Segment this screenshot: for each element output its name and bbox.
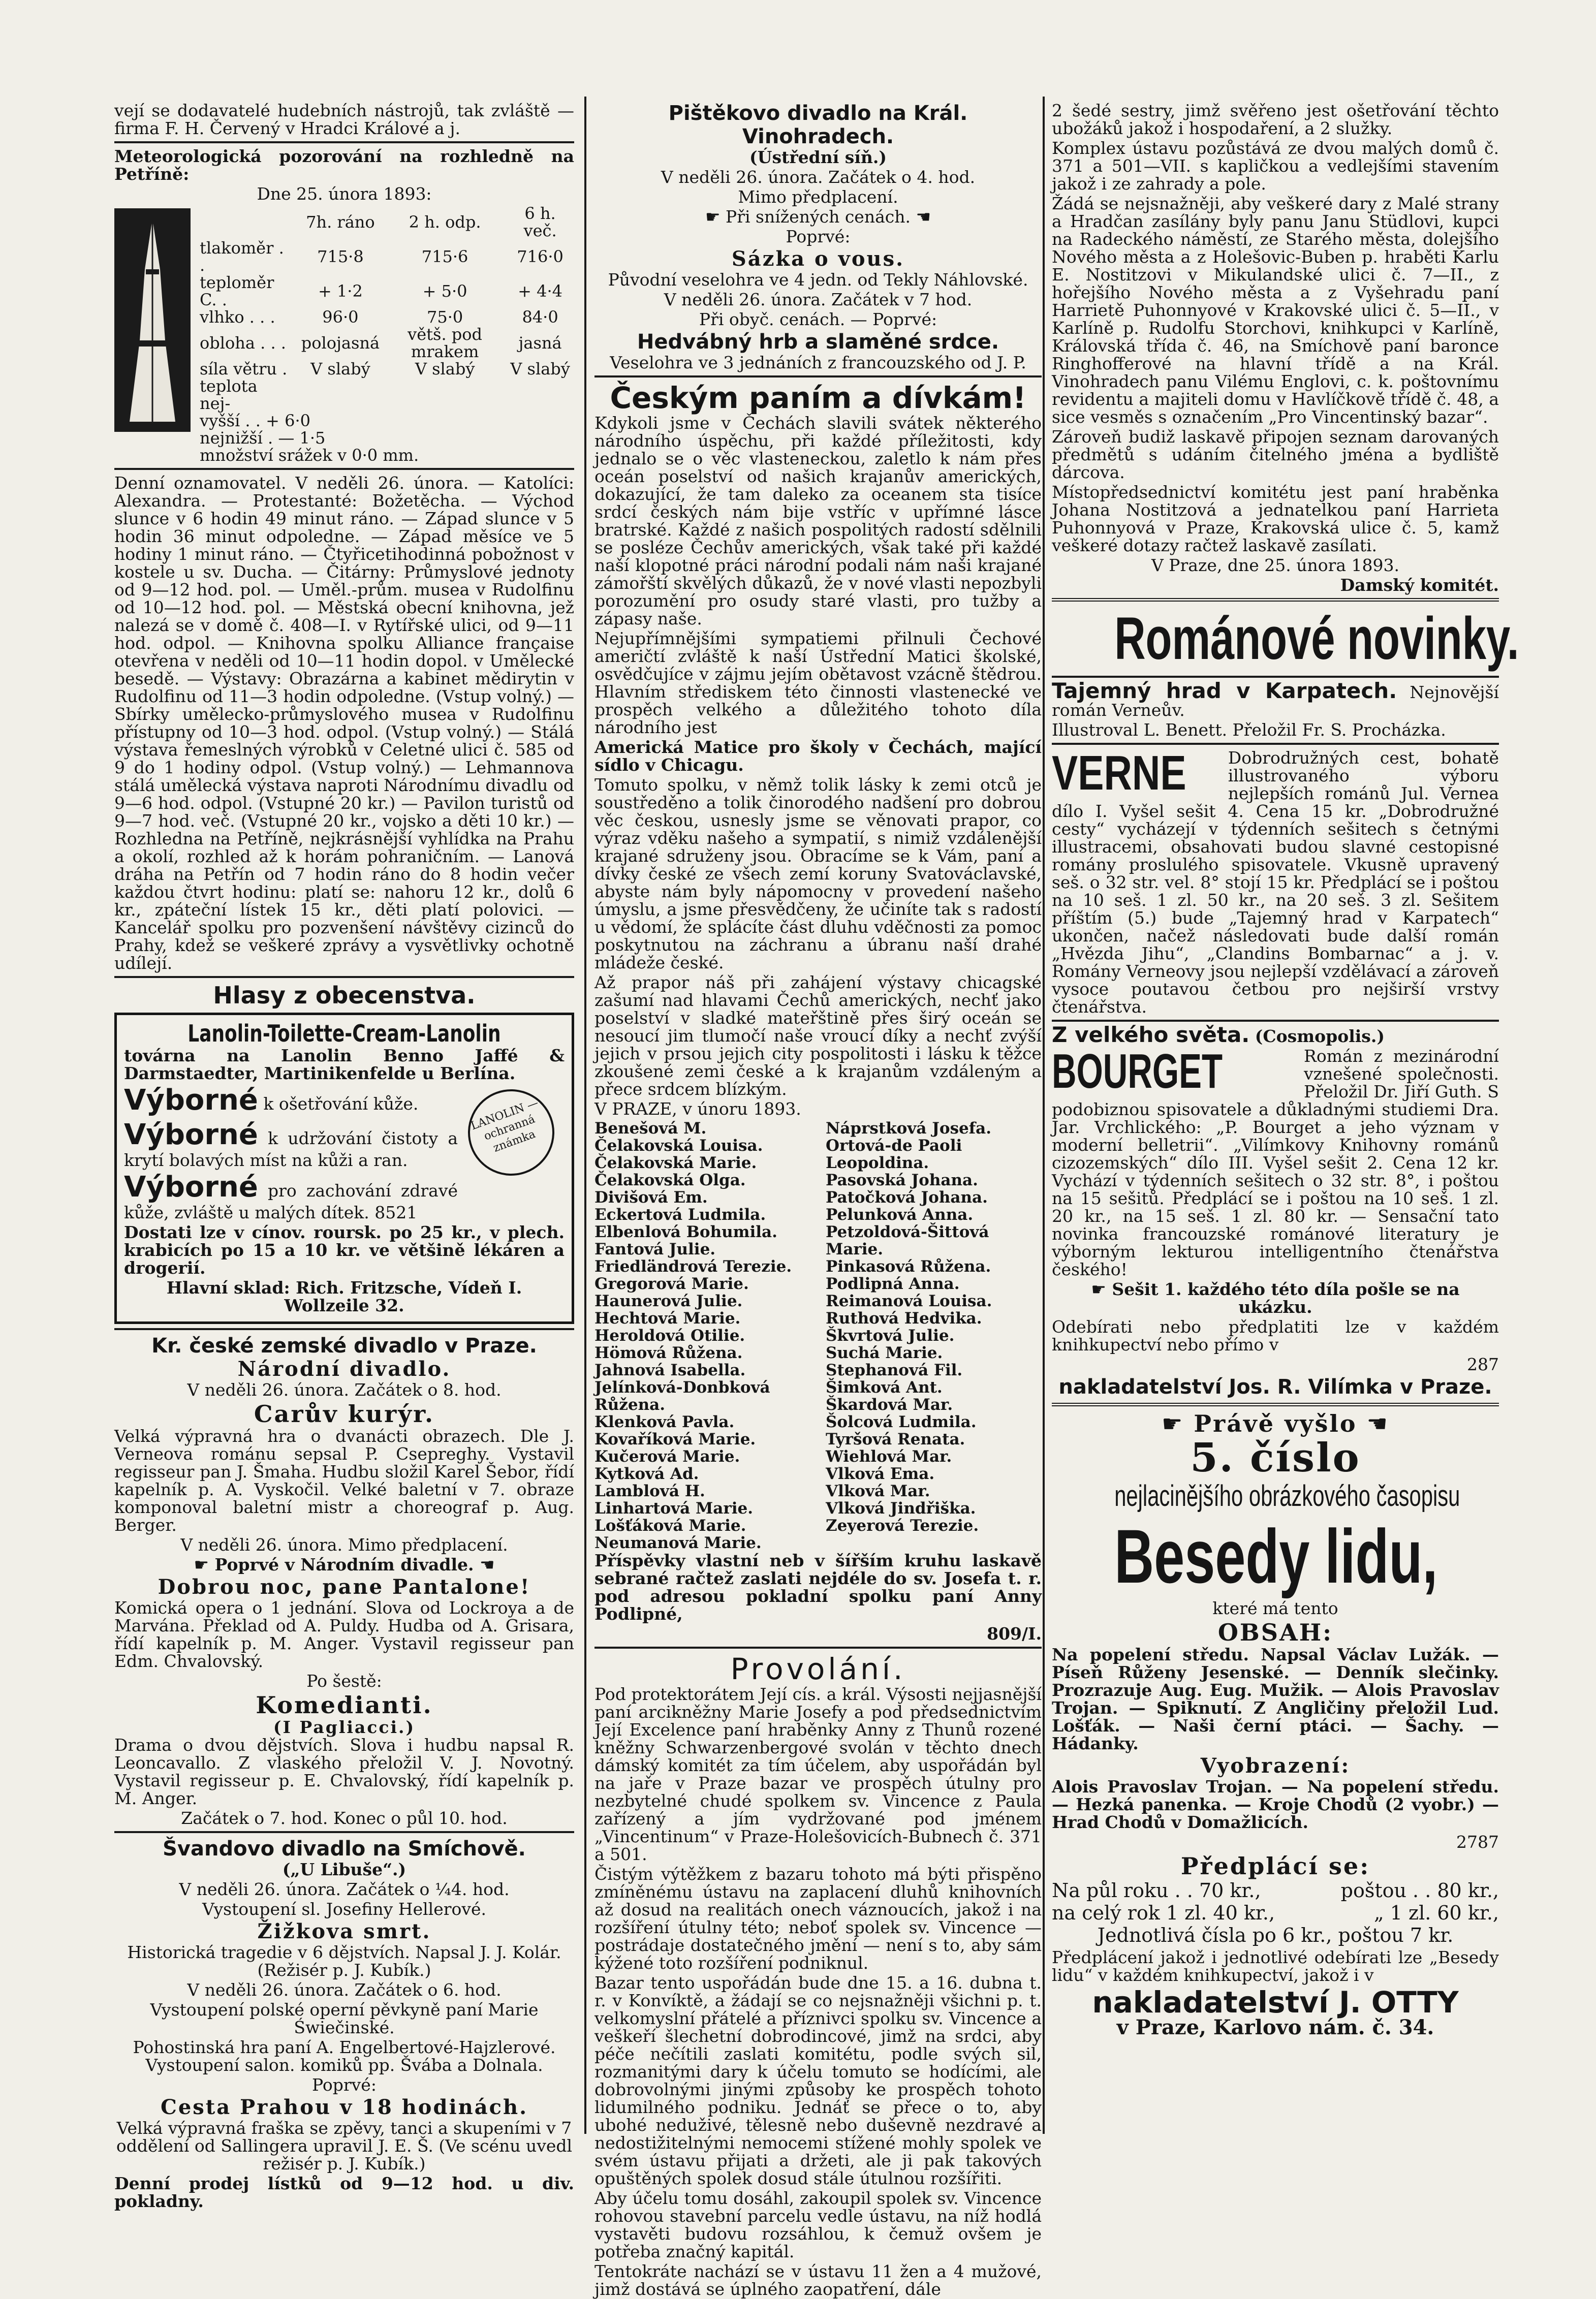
svandovo-sale: Denní prodej lístků od 9—12 hod. u div. pokladny. bbox=[114, 2174, 574, 2211]
top-text-3: Žádá se nejsnažněji, aby veškeré dary z Malé strany a Hradčan zasílány byly panu Janu Stüdlovi, kupci na Radeckého náměstí, ze Starého města, dolejšího Nového města a z Holešovic-Buben p. hraběti Karlu E. Nostitzovi v Mikulandské ulici č. 7—II., z hořejšího Nového města a z Vyšehradu paní Harrietě Puhonnyové v Krakovské ulici č. 5—II., v Karlíně p. Rudolfu Storchovi, knihkupci v Karlíně, Královská třída č. 46, na Smíchově paní baronce Ringhofferové na hlavní třídě a na Král. Vinohradech panu Vilému Englovi, c. k. poštovnímu revidentu a majiteli domu v Havlíčkově třídě č. 48, a sice vesměs s označením „Pro Vincentinský bazar“. bbox=[1052, 194, 1499, 427]
narodni-desc1: Velká výpravná hra o dvanácti obrazech. Dle J. Verneova románu sepsal P. Csepreghy. Vystavil regisseur pan J. Šmaha. Hudbu složil Karel Šebor, řídí kapelník p. A. Vyskočil. Velké baletní v 7. obraze komponoval baletní mistr a choreograf p. Aug. Berger. bbox=[114, 1426, 574, 1535]
column-rule-left bbox=[584, 97, 586, 2134]
met-cell: 75·0 bbox=[426, 307, 463, 327]
met-cell: 716·0 bbox=[517, 247, 564, 266]
narodni-play1: Carův kurýr. bbox=[254, 1400, 435, 1428]
signatory-name: Hechtová Marie. bbox=[594, 1309, 741, 1328]
cesk-title: Českým paním a dívkám! bbox=[610, 381, 1026, 415]
obsah-text: Na popelení středu. Napsal Václav Lužák. — Píseň Růženy Jesenské. — Denník slečinky. Prozrazuje Aug. Eug. Mužik. — Alois Pravoslav Trojan. — Spiknutí. Z Angličiny přeložil Lud. Lošťák. — Naši černí ptáci. — Šachy. — Hádanky. bbox=[1052, 1645, 1499, 1753]
cesk-p4: Až prapor náš při zahájení výstavy chicagské zašumí nad hlavami Čechů amerických, nechť jako poselství v sladké mateřštině přes širý oceán se nesoucí jim tlumočí naše vroucí díky a nechť zvýší jejich v prsou jejich city pospolitosti i lásku k těžce zkoušené zemi české a k krajanům vzdáleným a přece srdcem blízkým. bbox=[594, 972, 1042, 1099]
met-cell: + 1·2 bbox=[318, 281, 363, 301]
price-cell: na celý rok 1 zl. 40 kr., bbox=[1052, 1902, 1275, 1924]
pistek-l2: Při snížených cenách. bbox=[726, 207, 911, 227]
svandovo-desc2b: Pohostinská hra paní A. Engelbertové-Hajzlerové. Vystoupení salon. komiků pp. Švába a Dolnala. bbox=[133, 2037, 556, 2075]
signatory-name: Čelakovská Marie. bbox=[594, 1154, 757, 1172]
met-cell: vlhko . . . bbox=[200, 307, 275, 327]
narodni-desc2: Komická opera o 1 jednání. Slova od Lockroya a de Marvána. Překlad od A. Puldy. Hudba od A. Grisara, řídí kapelník p. M. Anger. Vystavil regisseur pan Edm. Chvalovský. bbox=[114, 1598, 574, 1671]
signatory-name: Petzoldová-Šittová Marie. bbox=[826, 1223, 989, 1258]
signatory-name: Vlková Ema. bbox=[826, 1465, 935, 1483]
signatory-name: Patočková Johana. bbox=[826, 1188, 988, 1207]
narodni-play2: Dobrou noc, pane Pantalone! bbox=[158, 1575, 531, 1599]
velk-text: Román z mezinárodní vznešené společnosti. Přeložil Dr. Jiří Guth. S podobiznou spisovatele a důkladnými studiemi Dra. Jar. Vrchlického: „P. Bourget a jeho význam v moderní belletrii“. „Vilímkovy Knihovny románů cizozemských“ dílo III. Vyšel sešit 2. Cena 12 kr. Vychází v týdenních sešitech o 32 str. 8°, i poštou na 15 sešitů. Předplácí se i poštou na 10 seš. 1 zl. 20 kr., na 15 seš. 1 zl. 80 kr. — Sensační tato novinka francouzské románové literatury je výborným lekturou intelligentního čtenářstva českého! bbox=[1052, 1046, 1499, 1279]
svandovo-title: Švandovo divadlo na Smíchově. bbox=[163, 1837, 526, 1861]
met-head-2: 2 h. odp. bbox=[409, 212, 481, 232]
met-cell: V slabý bbox=[310, 359, 370, 379]
lanolin-code: 8521 bbox=[374, 1203, 418, 1222]
top-text-2: Komplex ústavu pozůstává ze dvou malých domů č. 371 a 501—VII. s kapličkou a vedlejšími stavením jakož i ze zahrady a pole. bbox=[1052, 138, 1499, 194]
met-cell: + 5·0 bbox=[422, 281, 467, 301]
signatory-name: Kučerová Marie. bbox=[594, 1447, 740, 1466]
meteorology-section bbox=[114, 147, 574, 464]
signatory-name: Tyršová Renata. bbox=[826, 1430, 965, 1448]
cesk-date: V PRAZE, v únoru 1893. bbox=[594, 1099, 801, 1119]
met-head-3: 6 h. več. bbox=[523, 204, 557, 240]
signatory-name: Lamblová H. bbox=[594, 1482, 705, 1500]
svandovo-desc1: Historická tragedie v 6 dějstvích. Napsal J. J. Kolár. (Režisér p. J. Kubík.) bbox=[127, 1942, 561, 1980]
met-cell: 96·0 bbox=[322, 307, 359, 327]
met-head-1: 7h. ráno bbox=[306, 212, 375, 232]
pointing-hand-icon: ☛ bbox=[194, 1555, 215, 1574]
signatory-name: Čelakovská Olga. bbox=[594, 1171, 746, 1189]
price-cell: „ 1 zl. 60 kr., bbox=[1374, 1902, 1499, 1924]
signatory-name: Neumanová Marie. bbox=[594, 1534, 762, 1552]
pointing-hand-icon: ☚ bbox=[474, 1555, 495, 1574]
svandovo-poprve: Poprvé: bbox=[312, 2075, 377, 2095]
signatory-name: Heroldová Otilie. bbox=[594, 1327, 745, 1345]
svandovo-play1: Žižkova smrt. bbox=[257, 1919, 431, 1943]
met-head-0 bbox=[196, 205, 297, 239]
top-text-1: 2 šedé sestry, jimž svěřeno jest ošetřování těchto ubožáků jakož i hospodaření, a 2 služky. bbox=[1052, 101, 1499, 138]
velk-title: Z velkého světa. bbox=[1052, 1022, 1250, 1047]
met-table bbox=[196, 205, 574, 464]
pointing-hand-icon: ☛ bbox=[1162, 1410, 1194, 1437]
narodni-desc3: Drama o dvou dějstvích. Slova i hudbu napsal R. Leoncavallo. Z vlaského přeložil V. J. Novotný. Vystavil regisseur p. E. Chvalovský, řídí kapelník p. M. Anger. bbox=[114, 1735, 574, 1808]
lanolin-price: Dostati lze v cínov. roursk. po 25 kr., v plech. krabicích po 15 a 10 kr. ve většině lékáren a drogerií. bbox=[124, 1222, 565, 1278]
signatory-name: Šolcová Ludmila. bbox=[826, 1413, 977, 1431]
column-right bbox=[1052, 101, 1519, 2124]
signatory-name: Ruthová Hedvika. bbox=[826, 1309, 982, 1328]
met-cell: tlakoměr . . bbox=[200, 238, 284, 275]
lanolin-t1: k ošetřování kůže. bbox=[263, 1094, 419, 1114]
signatory-name: Haunerová Julie. bbox=[594, 1292, 743, 1310]
top-sign: Damský komitét. bbox=[1340, 575, 1499, 595]
signatory-name: Ortová-de Paoli Leopoldina. bbox=[826, 1137, 962, 1172]
met-cell: + 4·4 bbox=[518, 281, 562, 301]
intro-text: vejí se dodavatelé hudebních nástrojů, tak zvláště — firma F. H. Červený v Hradci Králové a j. bbox=[114, 101, 574, 138]
pistek-desc1: Původní veselohra ve 4 jedn. od Tekly Náhlovské. bbox=[608, 270, 1028, 290]
met-date: Dne 25. února 1893: bbox=[257, 184, 432, 204]
petrin-tower-icon bbox=[114, 208, 191, 432]
bourget-logo: BOURGET bbox=[1052, 1044, 1223, 1098]
met-cell: větš. pod mrakem bbox=[408, 325, 483, 361]
signatory-name: Divišová Em. bbox=[594, 1188, 708, 1207]
signatory-name: Hömová Růžena. bbox=[594, 1344, 743, 1362]
code-2787: 2787 bbox=[1456, 1832, 1499, 1852]
cislo-heading: 5. číslo bbox=[1190, 1435, 1361, 1481]
lanolin-t3: pro zachování zdravé kůže, zvláště u malých dítek. bbox=[124, 1181, 458, 1222]
pistek-when2: V neděli 26. února. Začátek v 7 hod. bbox=[664, 290, 973, 309]
pointing-hand-icon: ☛ bbox=[705, 207, 726, 227]
met-cell: teploměr C. . bbox=[200, 273, 274, 309]
lanolin-maker: továrna na Lanolin Benno Jaffé & Darmstaedter, Martinikenfelde u Berlína. bbox=[124, 1046, 565, 1083]
signatory-name: Šimková Ant. bbox=[826, 1378, 943, 1397]
verne-logo: VERNE bbox=[1052, 746, 1186, 800]
vyobr-heading: Vyobrazení: bbox=[1200, 1754, 1351, 1778]
met-cell: V slabý bbox=[510, 359, 570, 379]
met-cell: 84·0 bbox=[522, 307, 558, 327]
signatory-name: Vlková Mar. bbox=[826, 1482, 930, 1500]
lanolin-depot: Hlavní sklad: Rich. Fritzsche, Vídeň I. Wollzeile 32. bbox=[166, 1278, 522, 1315]
svandovo-when1: V neděli 26. února. Začátek o ¼4. hod. bbox=[179, 1879, 510, 1899]
signatory-name: Zeyerová Terezie. bbox=[826, 1517, 979, 1535]
signatory-name: Kytková Ad. bbox=[594, 1465, 699, 1483]
code-287: 287 bbox=[1467, 1355, 1499, 1374]
ktere-text: které má tento bbox=[1212, 1598, 1338, 1618]
met-rain: množství srážek v 0·0 mm. bbox=[200, 446, 419, 465]
signatory-name: Klenková Pavla. bbox=[594, 1413, 735, 1431]
lanolin-title: Lanolin-Toilette-Cream-Lanolin bbox=[187, 1020, 501, 1047]
signatory-name: Gregorová Marie. bbox=[594, 1275, 749, 1293]
signatory-name: Linhartová Marie. bbox=[594, 1499, 753, 1518]
price-cell: poštou . . 80 kr., bbox=[1340, 1879, 1499, 1902]
otty-addr: v Praze, Karlovo nám. č. 34. bbox=[1116, 2015, 1434, 2039]
cesk-p2b: Americká Matice pro školy v Čechách, mající sídlo v Chicagu. bbox=[594, 737, 1042, 775]
hrad-title: Tajemný hrad v Karpatech. bbox=[1052, 678, 1397, 703]
cesk-code: 809/I. bbox=[987, 1624, 1042, 1644]
signatory-name: Škvrtová Julie. bbox=[826, 1327, 955, 1345]
svandovo-desc2a: Vystoupení polské operní pěvkyně paní Marie Świečinské. bbox=[150, 2000, 539, 2037]
signatory-name: Pasovská Johana. bbox=[826, 1171, 978, 1189]
besedy-heading: Besedy lidu, bbox=[1114, 1514, 1438, 1599]
cesk-p2: Nejupřímnějšími sympatiemi přilnuli Čechové američtí zvláště k naší Ústřední Matici školské, osvědčujíce v zájmu jejím obětavost vzácně štědrou. Hlavním střediskem této činnosti vlastenecké ve prospěch velkého a důležitého tohoto díla národního jest bbox=[594, 628, 1042, 737]
signatory-name: Náprstková Josefa. bbox=[826, 1119, 991, 1138]
obsah-heading: OBSAH: bbox=[1217, 1619, 1333, 1646]
pistek-title: Pištěkovo divadlo na Král. Vinohradech. bbox=[668, 102, 968, 148]
narodni-sub3: (I Pagliacci.) bbox=[273, 1717, 416, 1737]
met-cell: síla větru . bbox=[200, 359, 288, 379]
signatory-name: Eckertová Ludmila. bbox=[594, 1206, 766, 1224]
met-cell: obloha . . . bbox=[200, 333, 286, 353]
top-date: V Praze, dne 25. února 1893. bbox=[1151, 555, 1400, 575]
svandovo-play2: Cesta Prahou v 18 hodinách. bbox=[160, 2095, 528, 2119]
predp-heading: Předplácí se: bbox=[1180, 1852, 1370, 1880]
prov-p4: Aby účelu tomu dosáhl, zakoupil spolek sv. Vincence rohovou stavební parcelu vedle ústavu, na níž hodlá vystavěti budovu rozsáhlou, k čemuž ovšem je potřeba značný kapitál. bbox=[594, 2188, 1042, 2261]
cesk-note: Příspěvky vlastní neb v šířším kruhu laskavě sebrané račtež zaslati nejdéle do sv. Josefa t. r. pod adresou pokladní spolku paní Anny Podlipné, bbox=[594, 1551, 1042, 1624]
met-cell: V slabý bbox=[415, 359, 475, 379]
column-left bbox=[114, 101, 574, 2211]
pistek-play2: Hedvábný hrb a slaměné srdce. bbox=[637, 330, 999, 354]
signatory-name: Kovaříková Marie. bbox=[594, 1430, 756, 1448]
hrad-side: Nejnovější román Verneův. bbox=[1052, 682, 1499, 720]
svandovo-sub: („U Libuše“.) bbox=[282, 1860, 406, 1879]
met-cell: 715·8 bbox=[317, 247, 364, 266]
pistek-l1: Mimo předplacení. bbox=[738, 187, 898, 207]
signatory-name: Reimanová Louisa. bbox=[826, 1292, 992, 1310]
met-title: Meteorologická pozorování na rozhledně na Petříně: bbox=[114, 146, 574, 184]
met-cell: jasná bbox=[518, 333, 562, 353]
pistek-sub: (Ústřední síň.) bbox=[749, 147, 887, 167]
lanolin-ad bbox=[114, 1013, 574, 1324]
pistek-l3: Poprvé: bbox=[786, 227, 851, 246]
narodni-sub: Národní divadlo. bbox=[237, 1357, 451, 1381]
narodni-when1: V neděli 26. února. Začátek o 8. hod. bbox=[187, 1380, 502, 1400]
signatory-name: Fantová Julie. bbox=[594, 1240, 716, 1258]
svandovo-guest: Vystoupení sl. Josefiny Hellerové. bbox=[202, 1899, 487, 1919]
top-text-5: Místopředsednictví komitétu jest paní hraběnka Johana Nostitzová a jednatelkou paní Harrieta Puhonnyová v Praze, Krakovská ulice č. 5, kamž veškeré dotazy račtež laskavě zasílati. bbox=[1052, 482, 1499, 555]
pointing-hand-icon: ☚ bbox=[910, 207, 931, 227]
signatory-name: Suchá Marie. bbox=[826, 1344, 943, 1362]
prov-p3: Bazar tento uspořádán bude dne 15. a 16. dubna t. r. v Konvíktě, a žádají se co nejsnažněji všichni p. t. velkomyslní přátelé a příznivci spolku sv. Vincence a veškeří šlechetní dobrodincové, jimž na srdci, aby péče nečítili zaslati komitétu, podle svých sil, rozmanitými dary k účelu tomuto se hodícími, ale dobrovolnými jinými způsoby ke prospěch tohoto lidumilného podniku. Jednáť se přece o to, aby ubohé neduživé, tělesně nebo duševně nezdravé a nedostižitelnými nemocemi stížené mohly spolek ve svém ústavu přijati a držeti, ale ji pak takových opuštěných spolek dosud stále útulnou rozšířiti. bbox=[594, 1973, 1042, 2188]
hlasy-heading: Hlasy z obecenstva. bbox=[213, 982, 476, 1009]
vilimek-name: nakladatelství Jos. R. Vilímka v Praze. bbox=[1058, 1375, 1492, 1399]
prov-title: Provolání. bbox=[730, 1652, 906, 1686]
signatory-name: Pelunková Anna. bbox=[826, 1206, 974, 1224]
signatory-name: Pinkasová Růžena. bbox=[826, 1257, 991, 1276]
signatory-name: Jahnová Isabella. bbox=[594, 1361, 746, 1379]
cesk-p3: Tomuto spolku, v němž tolik lásky k zemi otců je soustředěno a tolik činorodého nadšení pro dobrou věc českou, usnesly jsme se věnovati prapor, co výraz vděku našeho a sympatií, s nimiž vzdálenější krajané sdruženy jsou. Obracíme se k Vám, paní a dívky české ze všech zemí koruny Svatováclavské, abyste nám byly nápomocny v provedení našeho úmyslu, a jsme přesvědčeny, že učiníte tak s radostí u vědomí, že splácíte část dluhu vděčnosti za pomoc poskytnutou na záchranu a úbranu naší drahé mládeže české. bbox=[594, 775, 1042, 972]
signatory-name: Lošťáková Marie. bbox=[594, 1517, 746, 1535]
prov-p1: Pod protektorátem Její cís. a král. Výsosti nejjasnější paní arcikněžny Marie Josefy a pod předsednictvím Její Excelence paní hraběnky Anny z Thunů rozené kněžny Schwarzenbergové svolán v těchto dnech dámský komitét za tím účelem, aby uspořádán byl na jaře v Praze bazar ve prospěch útulny pro nezbytelné chudé spolkem sv. Vincence z Paula zařízený a jím vydržované pod jménem „Vincentinum“ v Praze-Holešovicích-Bubnech č. 371 a 501. bbox=[594, 1684, 1042, 1864]
neje-text: nejlacinějšího obrázkového časopisu bbox=[1114, 1479, 1460, 1513]
signatory-name: Čelakovská Louisa. bbox=[594, 1137, 763, 1155]
vyobr-text: Alois Pravoslav Trojan. — Na popelení středu. — Hezká panenka. — Kroje Chodů (2 vyobr.) — Hrad Chodů v Domažlicích. bbox=[1052, 1777, 1499, 1832]
narodni-title: Kr. české zemské divadlo v Praze. bbox=[151, 1334, 537, 1358]
signatory-name: Elbenlová Bohumila. bbox=[594, 1223, 777, 1241]
pistek-play1: Sázka o vous. bbox=[731, 247, 905, 271]
velk-cosmo: (Cosmopolis.) bbox=[1255, 1026, 1385, 1046]
narodni-time3: Začátek o 7. hod. Konec o půl 10. hod. bbox=[181, 1808, 508, 1828]
signatory-name: Friedländrová Terezie. bbox=[594, 1257, 792, 1276]
svandovo-desc2c: Velká výpravná fraška se zpěvy, tanci a skupeními v 7 oddělení od Sallingera upravil J. E. Š. (Ve scénu uvedl režisér p. J. Kubík.) bbox=[116, 2118, 573, 2174]
cesk-p1: Kdykoli jsme v Čechách slavili svátek některého národního úspěchu, při každé příležitosti, kdy jednalo se o věc vlasteneckou, zaletlo k nám přes oceán poselství od našich krajanův amerických, dokazující, že tam daleko za oceanem sta tisíce srdcí českých nám bije vstříc v upřímné lásce bratrské. Každé z našich pospolitých radostí sdělnili se posléze Čechův amerických, však také při každé naší klopotné práci národní podali nám naši krajané zámořští skvělých důkazů, že v nové vlasti nepozbyli porozumění pro osudy staré vlasti, pro tužby a zápasy naše. bbox=[594, 413, 1042, 628]
met-min: nejnižší . — 1·5 bbox=[200, 428, 326, 448]
price-cell: Na půl roku . . 70 kr., bbox=[1052, 1879, 1261, 1902]
verne-text: Dobrodružných cest, bohatě illustrovaného výboru nejlepších románů Jul. Vernea dílo I. Vyšel sešit 4. Cena 15 kr. „Dobrodružné cesty“ vycházejí v týdenních sešitech s četnými illustracemi, obsahovati budou slavné cestopisné romány proslulého spisovatele. Vkusně upravený seš. o 32 str. vel. 8° stojí 15 kr. Předplácí se i poštou na 10 seš. 1 zl. 50 kr., na 20 seš. 3 zl. Sešitem příštím (5.) bude „Tajemný hrad v Karpatech“ ukončen, načež následovati bude další román „Hvězda Jihu“, „Clandins Bombarnac“ a j. v. Romány Verneovy jsou nejlepší vzdělávací a zároveň vysoce poutavou četbou pro nejširší vrstvy čtenářstva. bbox=[1052, 748, 1499, 1017]
roman-heading: Románové novinky. bbox=[1114, 605, 1519, 672]
prov-p2: Čistým výtěžkem z bazaru tohoto má býti přispěno zmíněnému ústavu na zaplacení dluhů knihovních až dosud na realitách onech váznoucích, jakož i na rozšíření útulny této; neboť spolek sv. Vincence — postrádaje dostatečného jmění — není s to, aby sám kýžené toto rozšíření podniknul. bbox=[594, 1864, 1042, 1973]
signatory-name: Podlipná Anna. bbox=[826, 1275, 960, 1293]
otty-name: nakladatelství J. OTTY bbox=[1092, 1985, 1459, 2020]
column-rule-right bbox=[1043, 97, 1045, 2134]
met-temp-label: teplota nej- bbox=[200, 376, 258, 413]
vyborne-3: Výborné bbox=[124, 1171, 258, 1204]
pistek-desc2: Veselohra ve 3 jednáních z francouzského od J. P. bbox=[610, 353, 1026, 372]
pistek-l4: Při obyč. cenách. — Poprvé: bbox=[699, 309, 937, 329]
top-text-4: Zároveň budiž laskavě připojen seznam darovaných předmětů s udáním čitelného jména a bydliště dárcova. bbox=[1052, 427, 1499, 482]
prov-p5: Tentokráte nachází se v ústavu 11 žen a 4 mužové, jimž dostává se úplného zaopatření, dále bbox=[594, 2261, 1042, 2299]
hrad-ilu: Illustroval L. Benett. Přeložil Fr. S. Procházka. bbox=[1052, 720, 1446, 740]
signatory-name: Stephanová Fil. bbox=[826, 1361, 963, 1379]
lanolin-t2: k udržování čistoty a krytí bolavých míst na kůži a ran. bbox=[124, 1128, 458, 1170]
jedn-text: Jednotlivá čísla po 6 kr., poštou 7 kr. bbox=[1097, 1924, 1454, 1946]
pointing-hand-icon: ☛ bbox=[1091, 1279, 1112, 1299]
signatories-list bbox=[594, 1120, 1042, 1552]
signatory-name: Benešová M. bbox=[594, 1119, 707, 1138]
narodni-play3: Komedianti. bbox=[256, 1691, 433, 1719]
prave-vyslo: Právě vyšlo bbox=[1194, 1410, 1357, 1437]
vyborne-1: Výborné bbox=[124, 1084, 258, 1117]
odeb-text: Odebírati nebo předplatiti lze v každém knihkupectví nebo přímo v bbox=[1052, 1317, 1499, 1355]
met-max: vyšší . . + 6·0 bbox=[200, 411, 310, 430]
signatory-name: Škardová Mar. bbox=[826, 1396, 953, 1414]
pointing-hand-icon: ☚ bbox=[1357, 1410, 1389, 1437]
met-cell: polojasná bbox=[301, 333, 380, 353]
signatory-name: Wiehlová Mar. bbox=[826, 1447, 952, 1466]
daily-notice: Denní oznamovatel. V neděli 26. února. — Katolíci: Alexandra. — Protestanté: Božetěcha. — Východ slunce v 6 hodin 49 minut ráno. — Západ slunce v 5 hodin 36 minut odpoledne. — Západ měsíce ve 5 hodiny 1 minut ráno. — Čtyřicetihodinná pobožnost v kostele u sv. Ducha. — Čitárny: Průmyslové jednoty od 9—12 hod. pol. — Uměl.-prům. musea v Rudolfinu od 10—12 hod. pol. — Městská obecní knihovna, jež nalezá se v domě č. 408—I. v Rytířské ulici, od 9—11 hod. odpol. — Knihovna spolku Alliance française otevřena v neděli od 10—11 hodin dopol. v Umělecké besedě. — Výstavy: Obrazárna a kabinet mědirytin v Rudolfinu od 11—3 hodin odpoledne. (Vstup volný.) — Sbírky umělecko-průmyslového musea v Rudolfinu přístupny od 10—3 hod. odpol. (Vstup volný.) — Stálá výstava řemeslných výrobků v Celetné ulici č. 585 od 9 do 1 hodiny odpol. (Vstup volný.) — Lehmannova stálá umělecká výstava naproti Národnímu divadlu od 9—6 hod. odpol. (Vstupné 20 kr.) — Pavilon turistů od 9—7 hod. več. (Vstupné 20 kr., vojsko a děti 10 kr.) — Rozhledna na Petříně, nejkrásnější vyhlídka na Prahu a okolí, rozhled až k horám pohraničním. — Lanová dráha na Petřín od 7 hodin ráno do 8 hodin večer každou čtvrt hodinu: platí se: nahoru 12 kr., dolů 6 kr., zpáteční lístek 15 kr., děti platí polovici. — Kancelář spolku pro pozvenšení návštěvy cizinců do Prahy, kdež se veškeré zprávy a vysvětlivky ochotně udílejí. bbox=[114, 473, 574, 973]
narodni-when2: V neděli 26. února. Mimo předplacení. bbox=[180, 1535, 508, 1555]
signatory-name: Jelínková-Donbková Růžena. bbox=[594, 1378, 770, 1414]
column-middle bbox=[594, 102, 1042, 2299]
predp2-text: Předplácení jakož i jednotlivé odebírati lze „Besedy lidu“ v každém knihkupectví, jakož i v bbox=[1052, 1947, 1499, 1985]
narodni-note2: Poprvé v Národním divadle. bbox=[214, 1555, 474, 1574]
lanolin-stamp-icon: LANOLIN — ochranná známka bbox=[456, 1077, 567, 1188]
pistek-when1: V neděli 26. února. Začátek o 4. hod. bbox=[661, 167, 976, 187]
met-cell: 715·6 bbox=[421, 247, 468, 266]
sesit-note: Sešit 1. každého této díla pošle se na ukázku. bbox=[1112, 1279, 1460, 1317]
signatory-name: Vlková Jindřiška. bbox=[826, 1499, 976, 1518]
vyborne-2: Výborné bbox=[124, 1118, 258, 1151]
narodni-when3: Po šestě: bbox=[306, 1671, 382, 1691]
svandovo-when2: V neděli 26. února. Začátek o 6. hod. bbox=[187, 1980, 502, 2000]
